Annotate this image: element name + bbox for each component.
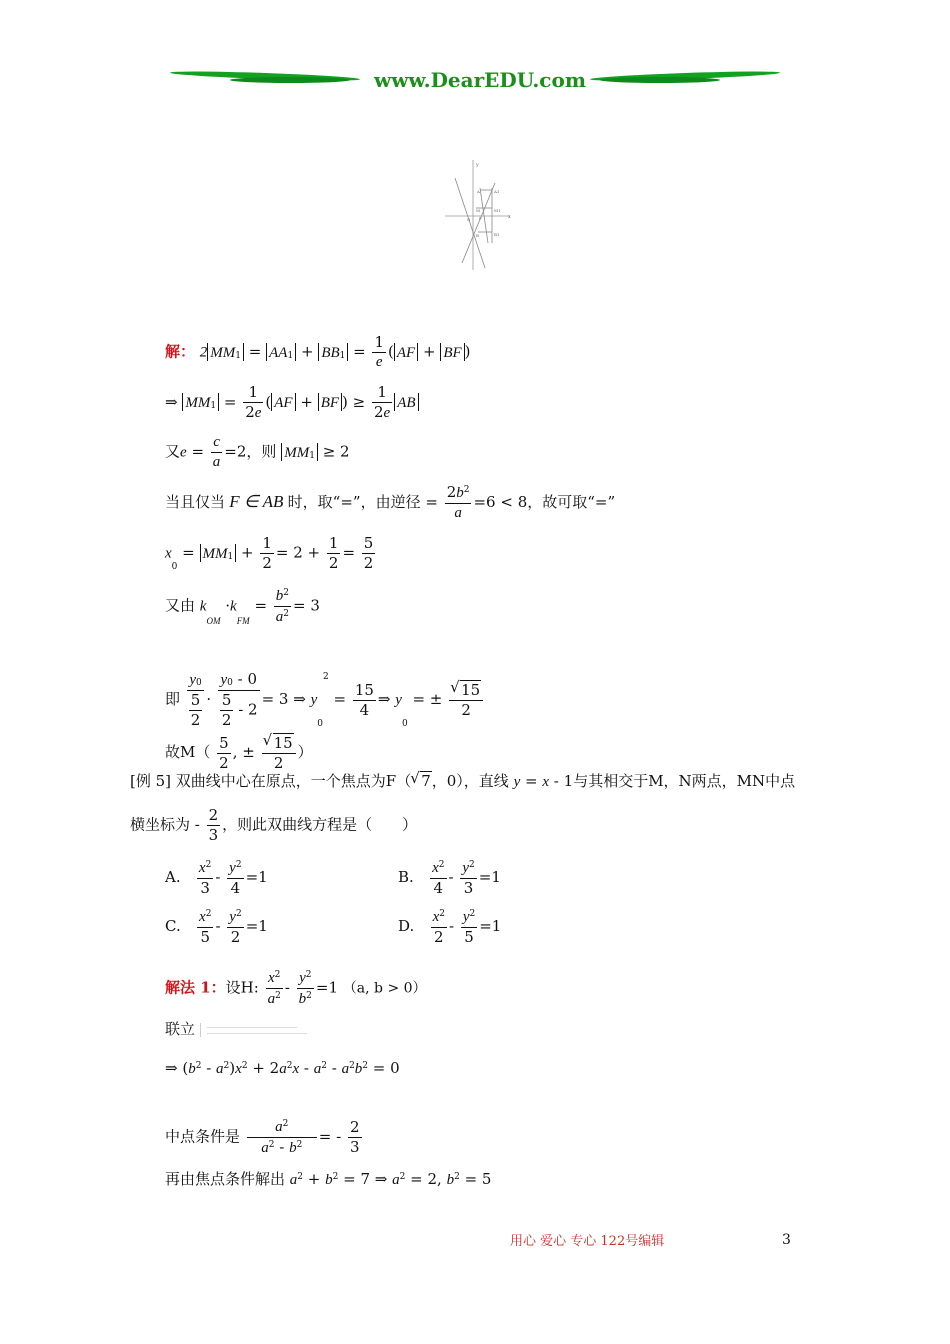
hyperbola-figure: [440, 158, 515, 273]
option-c: C. $\frac{x^2}{5}$ - $\frac{y^2}{2}$ =1: [165, 909, 268, 946]
solution2-line-2: 联立: [165, 1020, 311, 1038]
svg-text:M1: M1: [494, 208, 501, 213]
solution-line-7: 即 $\frac{y_0}{\frac{5}{2}}$ · $y_0 - 0$ $\frac{5}{2}$ - 2 = 3 ⇒ $y_0^2$ = $\frac{15}{4}$ ⇒ $y_0$ = ± √ $\frac{15}{2}$: [165, 670, 485, 730]
svg-text:A: A: [477, 189, 480, 194]
solution-line-2: ⇒ $MM_1$ = $\frac{1}{2e}$ ( AF + BF ) ≥ $\frac{1}{2e}$ AB: [165, 383, 419, 423]
option-a: A. $\frac{x^2}{3}$ - $\frac{y^2}{4}$ =1: [165, 860, 268, 897]
solution-line-3: 又e = $\frac{c}{a}$ =2，则 $MM_1 \ge 2$: [165, 434, 350, 470]
option-d: D. $\frac{x^2}{2}$ - $\frac{y^2}{5}$ =1: [398, 909, 502, 946]
svg-text:A1: A1: [494, 189, 500, 194]
solution-line-1: 解： 2 $MM_1 = AA_1 + BB_1$ = $\frac{1}{e}$ ( AF + BF ): [165, 333, 471, 370]
right-leaf-decoration-2: [600, 77, 720, 83]
solution-line-6: 又由 $k_{OM} \cdot k_{FM}$ = $\frac{b^2}{a^2}$ = 3: [165, 588, 320, 626]
page-number: 3: [782, 1232, 791, 1248]
svg-text:y: y: [476, 162, 479, 168]
system-equation-image: [200, 1023, 311, 1037]
solution-label: 解：: [165, 342, 196, 361]
solution-line-4: 当且仅当 F ∈ AB 时，取“=”，由逆径 = $\frac{2b^2}{a}$ =6 < 8，故可取“=”: [165, 483, 616, 521]
left-leaf-decoration-2: [230, 77, 350, 83]
svg-text:x: x: [508, 214, 511, 220]
svg-text:B1: B1: [494, 232, 500, 237]
example5-line-2: 横坐标为 - $\frac{2}{3}$ ，则此双曲线方程是（ ）: [130, 806, 418, 844]
solution2-label: 解法 1：: [165, 978, 226, 997]
svg-text:B: B: [476, 233, 479, 238]
example5-line-1: [例 5] 双曲线中心在原点，一个焦点为F（√ 7，0），直线 y = x - 1与其相交于M，N两点，MN中点: [130, 771, 795, 791]
option-b: B. $\frac{x^2}{4}$ - $\frac{y^2}{3}$ =1: [398, 860, 501, 897]
footer-text: 用心 爱心 专心 122号编辑: [510, 1234, 665, 1249]
svg-text:O: O: [467, 217, 471, 222]
svg-text:F: F: [479, 216, 482, 221]
solution2-line-4: 中点条件是 $\frac{a^2}{a^2 - b^2}$ = - $\frac{2}{3}$: [165, 1118, 360, 1156]
solution-line-5: $x_0 = MM_1$ + $\frac{1}{2}$ = 2 + $\frac{1}{2}$ = $\frac{5}{2}$: [165, 534, 374, 572]
solution2-line-5: 再由焦点条件解出 $a^2 + b^2 = 7$ ⇒ $a^2 = 2$, $b^2 = 5$: [165, 1170, 492, 1188]
solution2-line-1: 解法 1：设H: $\frac{x^2}{a^2}$ - $\frac{y^2}{b^2}$ =1 （a, b > 0）: [165, 970, 427, 1007]
header-logo-banner: [170, 64, 780, 94]
svg-text:M: M: [476, 208, 481, 213]
site-logo-text: www.DearEDU.com: [373, 68, 586, 92]
solution-line-8: 故M（ $\frac{5}{2}$ , ± √ $\frac{15}{2}$ ）: [165, 733, 313, 773]
solution2-line-3: ⇒ $(b^2 - a^2)x^2 + 2a^2x - a^2 - a^2b^2 = 0$: [165, 1059, 400, 1077]
